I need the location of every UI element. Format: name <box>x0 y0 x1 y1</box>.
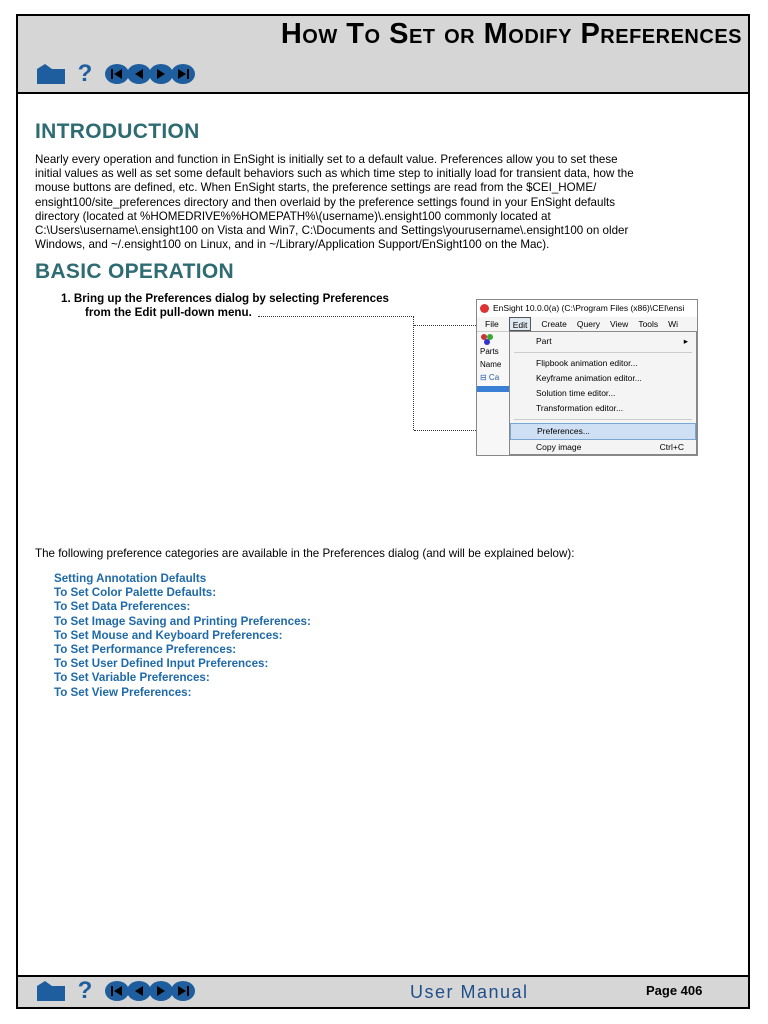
link-color-palette[interactable]: To Set Color Palette Defaults: <box>54 586 217 600</box>
menu-item-transformation[interactable] <box>510 401 696 416</box>
page-title: How To Set or Modify Preferences <box>280 18 742 50</box>
menu-item-copy-image[interactable] <box>510 440 696 455</box>
menu-window[interactable]: Wi <box>668 319 679 329</box>
basic-operation-heading: BASIC OPERATION <box>35 260 234 283</box>
toolbar-row <box>477 332 509 345</box>
ensight-logo-icon <box>480 304 489 313</box>
menu-view[interactable]: View <box>610 319 629 329</box>
home-icon[interactable] <box>36 63 66 85</box>
help-icon[interactable]: ? <box>77 60 93 87</box>
menu-item-label: Preferences... <box>537 426 590 436</box>
introduction-heading: INTRODUCTION <box>35 120 200 143</box>
intro-line: Nearly every operation and function in EnSight is initially set to a default value. Preferences allow you to set these <box>35 153 618 166</box>
last-page-icon[interactable] <box>170 63 196 85</box>
page-number: Page 406 <box>646 983 703 998</box>
leader-line-file <box>414 325 484 326</box>
categories-list <box>54 572 311 700</box>
leader-line-vertical <box>413 316 414 430</box>
menu-item-part[interactable] <box>510 334 696 349</box>
menu-item-label: Part <box>536 336 552 346</box>
leader-line-top <box>258 316 414 317</box>
menu-create[interactable]: Create <box>541 319 567 329</box>
header-nav <box>36 60 192 87</box>
introduction-paragraph <box>35 153 735 252</box>
home-icon[interactable] <box>36 980 66 1002</box>
page-footer <box>18 975 748 1007</box>
menu-item-preferences[interactable] <box>510 423 696 440</box>
step-1-line-2: from the Edit pull-down menu. <box>85 306 252 319</box>
last-page-icon[interactable] <box>170 980 196 1002</box>
parts-tab[interactable]: Parts <box>480 347 499 356</box>
link-annotation-defaults[interactable]: Setting Annotation Defaults <box>54 572 207 585</box>
menu-item-keyframe[interactable] <box>510 371 696 386</box>
link-variable[interactable]: To Set Variable Preferences: <box>54 671 210 685</box>
menu-item-label: Transformation editor... <box>536 403 624 413</box>
link-data-preferences[interactable]: To Set Data Preferences: <box>54 600 191 614</box>
menu-tools[interactable]: Tools <box>638 319 659 329</box>
edit-dropdown-menu <box>509 331 697 455</box>
screenshot-parts-panel <box>477 332 510 455</box>
link-performance[interactable]: To Set Performance Preferences: <box>54 643 237 657</box>
intro-line: directory (located at %HOMEDRIVE%%HOMEPATH%\(username)\.ensight100 commonly located at <box>35 209 551 223</box>
case-row[interactable]: ⊟ Ca <box>480 373 500 382</box>
footer-nav <box>36 977 192 1004</box>
screenshot-title-bar <box>477 300 697 317</box>
menu-item-label: Flipbook animation editor... <box>536 358 638 368</box>
link-image-saving[interactable]: To Set Image Saving and Printing Preferences: <box>54 614 311 628</box>
user-manual-label: User Manual <box>410 982 529 1002</box>
screenshot-menubar <box>477 317 697 332</box>
link-mouse-keyboard[interactable]: To Set Mouse and Keyboard Preferences: <box>54 628 283 642</box>
link-view[interactable]: To Set View Preferences: <box>54 685 192 699</box>
menu-item-label: Keyframe animation editor... <box>536 373 642 383</box>
menu-edit[interactable]: Edit <box>509 317 532 331</box>
menu-item-flipbook[interactable] <box>510 356 696 371</box>
name-column: Name <box>480 360 502 369</box>
menu-query[interactable]: Query <box>576 319 601 329</box>
page-frame <box>16 14 750 1009</box>
help-icon[interactable]: ? <box>77 977 93 1004</box>
menu-separator <box>514 352 692 353</box>
menu-item-shortcut: Ctrl+C <box>659 442 684 452</box>
menu-item-solution-time[interactable] <box>510 386 696 401</box>
page-nav-buttons <box>104 980 192 1002</box>
menu-separator <box>514 419 692 420</box>
intro-line: Windows, and ~/.ensight100 on Linux, and in ~/Library/Application Support/EnSight100 on the Mac). <box>35 238 550 252</box>
intro-line: C:\Users\username\.ensight100 on Vista and Win7, C:\Documents and Settings\yourusername\.ensight100 on older <box>35 224 629 238</box>
page-header <box>18 16 748 94</box>
screenshot-window-title: EnSight 10.0.0(a) (C:\Program Files (x86)\CEI\ensi <box>493 303 685 313</box>
menu-item-label: Solution time editor... <box>536 388 616 398</box>
step-1-line-1: 1. Bring up the Preferences dialog by selecting Preferences <box>61 292 389 305</box>
link-user-defined-input[interactable]: To Set User Defined Input Preferences: <box>54 657 269 671</box>
menu-item-label: Copy image <box>536 442 582 452</box>
selected-part-row[interactable] <box>477 386 509 392</box>
intro-line: initial values as well as set some default behaviors such as which time step to initially load for transient data, how the <box>35 167 634 181</box>
menu-file[interactable]: File <box>485 319 499 329</box>
intro-line: mouse buttons are defined, etc. When EnSight starts, the preference settings are read from the $CEI_HOME/ <box>35 181 597 195</box>
parts-icon <box>480 333 494 345</box>
page-nav-buttons <box>104 63 192 85</box>
submenu-arrow-icon: ▸ <box>683 336 688 346</box>
categories-lead: The following preference categories are available in the Preferences dialog (and will be explained below): <box>35 547 575 560</box>
intro-line: ensight100/site_preferences directory and then overlaid by the preference settings found in your EnSight defaults <box>35 195 616 209</box>
edit-menu-screenshot <box>476 299 698 456</box>
